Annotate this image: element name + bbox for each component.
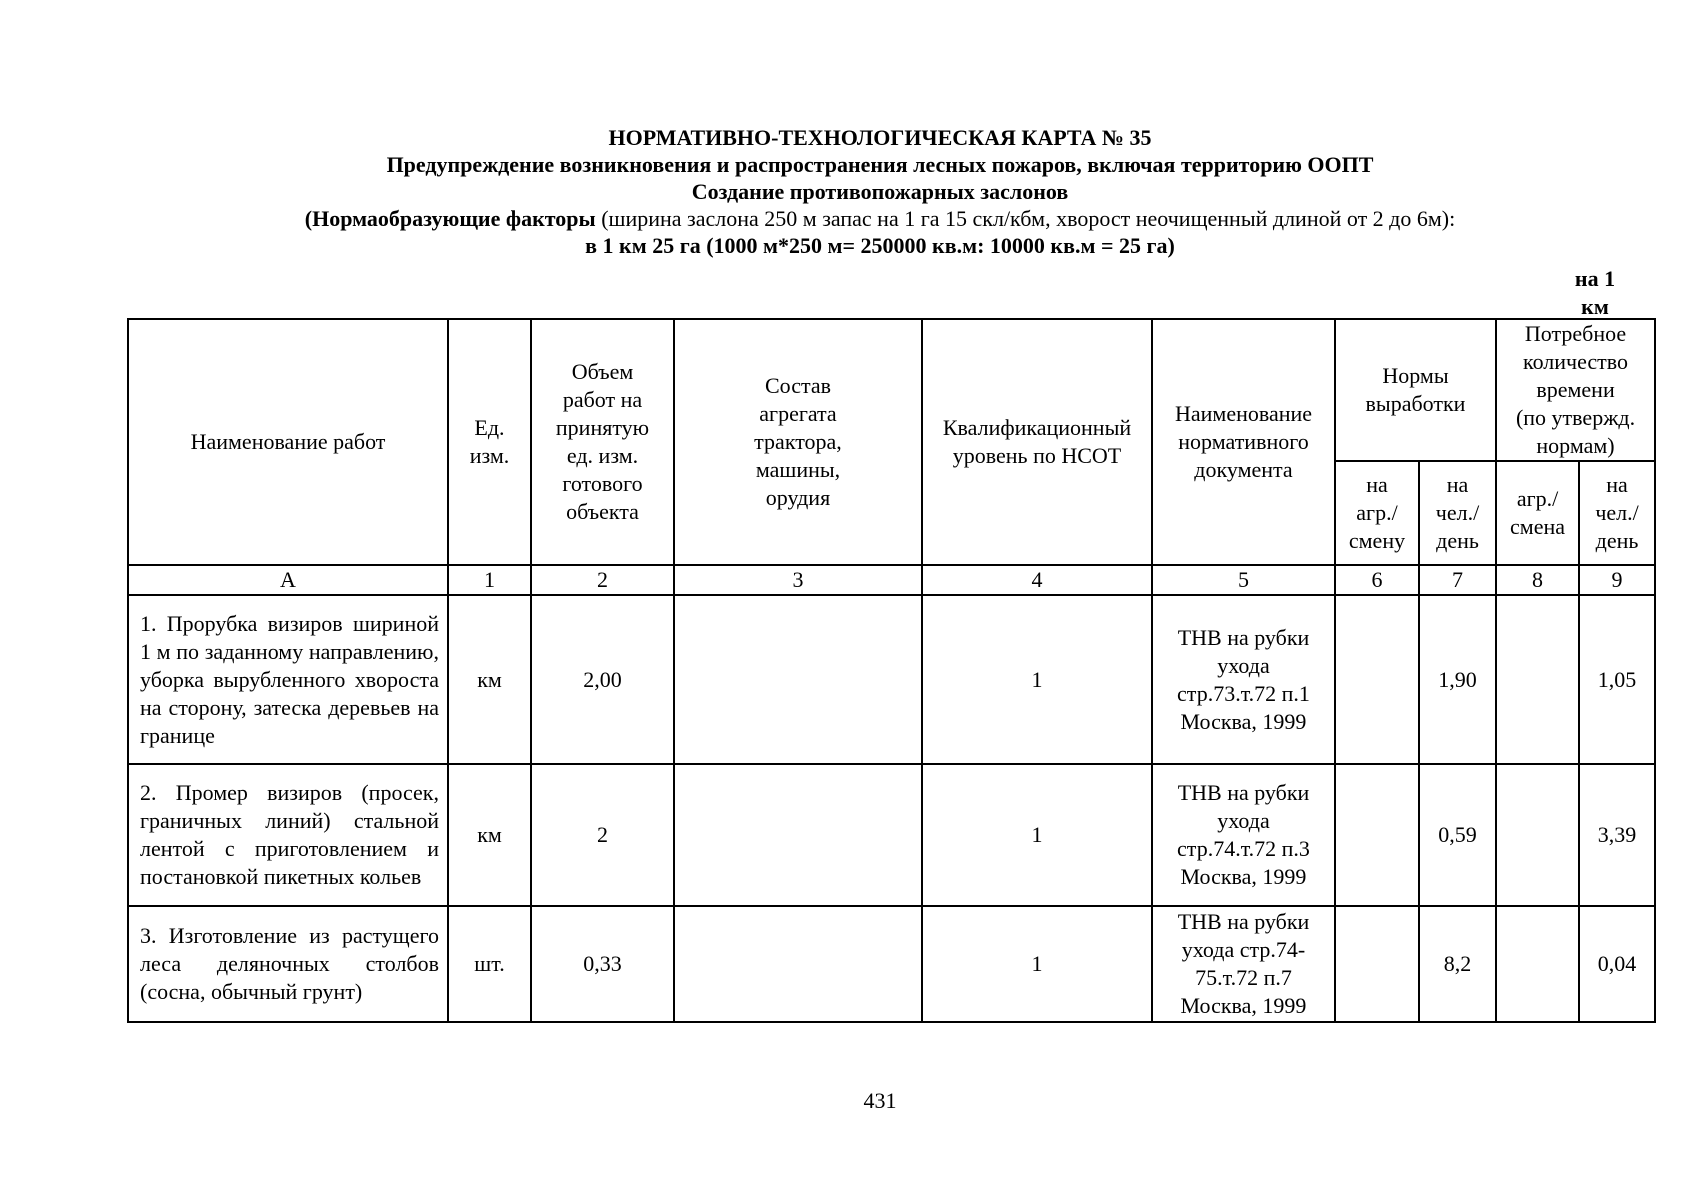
col-number: 3 bbox=[674, 565, 922, 595]
header-per-person-day: на чел./ день bbox=[1419, 461, 1496, 565]
time-shift-cell bbox=[1496, 906, 1579, 1022]
table-row bbox=[128, 906, 1655, 1022]
time-day-cell: 1,05 bbox=[1579, 595, 1655, 764]
card-title: НОРМАТИВНО-ТЕХНОЛОГИЧЕСКАЯ КАРТА № 35 bbox=[608, 125, 1152, 150]
work-name-cell: 2. Промер визиров (просек, граничных линий) стальной лентой с приготовлением и постановкой пикетных кольев bbox=[128, 764, 448, 906]
norm-shift-cell bbox=[1335, 764, 1419, 906]
norms-table bbox=[127, 318, 1656, 1023]
header-person-day: на чел./ день bbox=[1579, 461, 1655, 565]
unit-note bbox=[1555, 265, 1635, 321]
col-number: 1 bbox=[448, 565, 531, 595]
header-qualification: Квалификационный уровень по НСОТ bbox=[922, 319, 1152, 565]
header-time-need: Потребное количество времени (по утвержд. нормам) bbox=[1496, 319, 1655, 461]
area-calculation: в 1 км 25 га (1000 м*250 м= 250000 кв.м: 10000 кв.м = 25 га) bbox=[585, 233, 1175, 258]
header-row-1 bbox=[128, 319, 1655, 461]
col-number: 5 bbox=[1152, 565, 1335, 595]
col-number: 6 bbox=[1335, 565, 1419, 595]
header-composition: Состав агрегата трактора, машины, орудия bbox=[674, 319, 922, 565]
factors-text: (ширина заслона 250 м запас на 1 га 15 скл/кбм, хворост неочищенный длиной от 2 до 6м): bbox=[595, 206, 1456, 231]
document-header bbox=[0, 124, 1696, 259]
factors-label: (Нормаобразующие факторы bbox=[304, 206, 596, 231]
table-row bbox=[128, 764, 1655, 906]
unit-note-line2: км bbox=[1581, 294, 1609, 319]
document-cell: ТНВ на рубки ухода стр.73.т.72 п.1 Москва, 1999 bbox=[1152, 595, 1335, 764]
document-cell: ТНВ на рубки ухода стр.74.т.72 п.3 Москва, 1999 bbox=[1152, 764, 1335, 906]
col-number: А bbox=[128, 565, 448, 595]
qualification-cell: 1 bbox=[922, 595, 1152, 764]
unit-cell: км bbox=[448, 764, 531, 906]
header-document: Наименование нормативного документа bbox=[1152, 319, 1335, 565]
col-number: 4 bbox=[922, 565, 1152, 595]
header-unit-shift: агр./ смена bbox=[1496, 461, 1579, 565]
time-day-cell: 3,39 bbox=[1579, 764, 1655, 906]
header-volume: Объем работ на принятую ед. изм. готового объекта bbox=[531, 319, 674, 565]
header-work-name: Наименование работ bbox=[128, 319, 448, 565]
volume-cell: 0,33 bbox=[531, 906, 674, 1022]
document-cell: ТНВ на рубки ухода стр.74- 75.т.72 п.7 Москва, 1999 bbox=[1152, 906, 1335, 1022]
composition-cell bbox=[674, 764, 922, 906]
card-subtitle: Предупреждение возникновения и распространения лесных пожаров, включая территорию ООПТ bbox=[386, 152, 1374, 177]
qualification-cell: 1 bbox=[922, 764, 1152, 906]
time-shift-cell bbox=[1496, 764, 1579, 906]
table-row bbox=[128, 595, 1655, 764]
time-day-cell: 0,04 bbox=[1579, 906, 1655, 1022]
page-number: 431 bbox=[863, 1088, 897, 1113]
norm-shift-cell bbox=[1335, 595, 1419, 764]
unit-cell: шт. bbox=[448, 906, 531, 1022]
header-norms: Нормы выработки bbox=[1335, 319, 1496, 461]
col-number: 7 bbox=[1419, 565, 1496, 595]
composition-cell bbox=[674, 906, 922, 1022]
col-number: 9 bbox=[1579, 565, 1655, 595]
operation-title: Создание противопожарных заслонов bbox=[691, 179, 1069, 204]
unit-note-line1: на 1 bbox=[1574, 266, 1616, 291]
header-unit: Ед. изм. bbox=[448, 319, 531, 565]
time-shift-cell bbox=[1496, 595, 1579, 764]
norm-day-cell: 1,90 bbox=[1419, 595, 1496, 764]
column-number-row bbox=[128, 565, 1655, 595]
col-number: 8 bbox=[1496, 565, 1579, 595]
factors-line bbox=[0, 205, 1696, 232]
composition-cell bbox=[674, 595, 922, 764]
unit-cell: км bbox=[448, 595, 531, 764]
qualification-cell: 1 bbox=[922, 906, 1152, 1022]
header-per-unit-shift: на агр./ смену bbox=[1335, 461, 1419, 565]
work-name-cell: 1. Прорубка визиров шириной 1 м по заданному направлению, уборка вырубленного хвороста на сторону, затеска деревьев на границе bbox=[128, 595, 448, 764]
volume-cell: 2,00 bbox=[531, 595, 674, 764]
norm-shift-cell bbox=[1335, 906, 1419, 1022]
work-name-cell: 3. Изготовление из растущего леса деляночных столбов (сосна, обычный грунт) bbox=[128, 906, 448, 1022]
norm-day-cell: 8,2 bbox=[1419, 906, 1496, 1022]
norm-day-cell: 0,59 bbox=[1419, 764, 1496, 906]
col-number: 2 bbox=[531, 565, 674, 595]
volume-cell: 2 bbox=[531, 764, 674, 906]
